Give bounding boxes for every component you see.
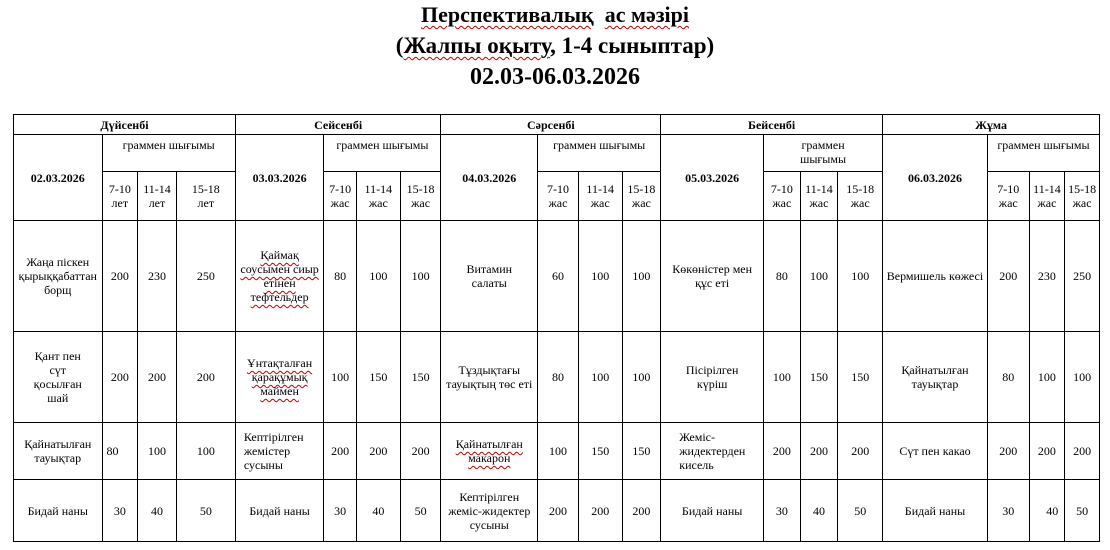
age-col: 7-10 жас	[538, 172, 579, 221]
portion-cell: 50	[400, 480, 441, 542]
portion-cell: 100	[764, 332, 801, 423]
dish-text: Қаймақ соусымен сиыр етінен тефтельдер	[240, 248, 319, 304]
subtitle-grades: , 1-4 сыныптар)	[550, 33, 715, 58]
portion-cell: 40	[356, 480, 400, 542]
portion-cell: 100	[578, 221, 622, 332]
age-col: 11-14 жас	[578, 172, 622, 221]
portion-cell: 100	[356, 221, 400, 332]
portion-cell: 100	[578, 332, 622, 423]
day-header-friday: Жұма	[883, 115, 1100, 135]
dish-cell: Бидай наны	[661, 480, 764, 542]
date-friday: 06.03.2026	[883, 135, 988, 221]
title-word-perspective: Перспективалық	[420, 2, 594, 27]
menu-date-range: 02.03-06.03.2026	[470, 64, 640, 90]
dish-text: Ұнтақталған қарақұмық маймен	[247, 356, 313, 398]
dish-cell: Қайнатылған тауықтар	[14, 423, 103, 480]
age-col: 15-18 жас	[1065, 172, 1100, 221]
age-col: 11-14 жас	[356, 172, 400, 221]
portion-cell: 100	[138, 423, 177, 480]
day-header-monday: Дүйсенбі	[14, 115, 236, 135]
portion-cell: 150	[578, 423, 622, 480]
menu-subtitle	[0, 32, 1110, 59]
portion-cell: 200	[176, 332, 235, 423]
table-row	[14, 332, 1100, 423]
portion-cell: 100	[1065, 332, 1100, 423]
table-row	[14, 423, 1100, 480]
age-col: 7-10 лет	[102, 172, 138, 221]
dish-cell	[235, 332, 324, 423]
portion-cell: 200	[1029, 423, 1065, 480]
portion-cell: 200	[102, 221, 138, 332]
grams-label-tuesday: граммен шығымы	[324, 135, 441, 172]
date-wednesday: 04.03.2026	[441, 135, 538, 221]
portion-cell: 40	[1029, 480, 1065, 542]
portion-cell: 80	[102, 423, 138, 480]
dish-cell: Қайнатылған тауықтар	[883, 332, 988, 423]
menu-title	[0, 2, 1110, 28]
dish-cell: Көкөністер мен құс еті	[661, 221, 764, 332]
portion-cell: 200	[764, 423, 801, 480]
dish-cell	[441, 423, 538, 480]
age-col: 15-18 жас	[400, 172, 441, 221]
portion-cell: 200	[356, 423, 400, 480]
portion-cell: 230	[1029, 221, 1065, 332]
date-tuesday: 03.03.2026	[235, 135, 324, 221]
portion-cell: 50	[1065, 480, 1100, 542]
portion-cell: 30	[987, 480, 1029, 542]
portion-cell: 80	[764, 221, 801, 332]
dish-cell: Кептірілген жемістер сусыны	[235, 423, 324, 480]
age-col: 11-14 жас	[1029, 172, 1065, 221]
portion-cell: 200	[102, 332, 138, 423]
age-col: 7-10 жас	[324, 172, 357, 221]
portion-cell: 40	[800, 480, 838, 542]
dish-cell: Вермишель көжесі	[883, 221, 988, 332]
portion-cell: 100	[838, 221, 883, 332]
table-row	[14, 480, 1100, 542]
grams-header-row	[14, 135, 1100, 172]
age-col: 11-14 жас	[800, 172, 838, 221]
portion-cell: 50	[176, 480, 235, 542]
grams-label-monday: граммен шығымы	[102, 135, 235, 172]
age-col: 11-14 лет	[138, 172, 177, 221]
portion-cell: 100	[622, 221, 661, 332]
day-header-thursday: Бейсенбі	[661, 115, 883, 135]
portion-cell: 30	[764, 480, 801, 542]
table-row	[14, 221, 1100, 332]
dish-cell: Қант пен сүт қосылған шай	[14, 332, 103, 423]
portion-cell: 30	[324, 480, 357, 542]
portion-cell: 230	[138, 221, 177, 332]
portion-cell: 60	[538, 221, 579, 332]
portion-cell: 100	[324, 332, 357, 423]
portion-cell: 100	[176, 423, 235, 480]
portion-cell: 150	[838, 332, 883, 423]
portion-cell: 200	[1065, 423, 1100, 480]
portion-cell: 100	[538, 423, 579, 480]
portion-cell: 200	[400, 423, 441, 480]
portion-cell: 200	[324, 423, 357, 480]
portion-cell: 200	[800, 423, 838, 480]
portion-cell: 30	[102, 480, 138, 542]
subtitle-open-paren: (	[395, 33, 404, 58]
dish-text: Қайнатылған макарон	[455, 437, 523, 465]
portion-cell: 80	[987, 332, 1029, 423]
portion-cell: 80	[324, 221, 357, 332]
dish-cell: Сүт пен какао	[883, 423, 988, 480]
grams-label-wednesday: граммен шығымы	[538, 135, 661, 172]
grams-label-thursday: граммен шығымы	[764, 135, 883, 172]
dish-cell	[235, 221, 324, 332]
age-col: 7-10 жас	[764, 172, 801, 221]
portion-cell: 250	[1065, 221, 1100, 332]
portion-cell: 200	[838, 423, 883, 480]
dish-cell: Бидай наны	[883, 480, 988, 542]
subtitle-general-education: Жалпы оқыту	[403, 33, 551, 58]
dish-cell: Жаңа піскен қырыққабаттан борщ	[14, 221, 103, 332]
day-header-wednesday: Сәрсенбі	[441, 115, 661, 135]
portion-cell: 150	[622, 423, 661, 480]
date-monday: 02.03.2026	[14, 135, 103, 221]
portion-cell: 200	[987, 423, 1029, 480]
dish-cell: Тұздықтағы тауықтың төс еті	[441, 332, 538, 423]
portion-cell: 150	[800, 332, 838, 423]
dish-cell: Витамин салаты	[441, 221, 538, 332]
portion-cell: 100	[400, 221, 441, 332]
age-col: 15-18 жас	[622, 172, 661, 221]
dish-cell: Жеміс-жидектерден кисель	[661, 423, 764, 480]
portion-cell: 100	[800, 221, 838, 332]
day-header-tuesday: Сейсенбі	[235, 115, 441, 135]
menu-table	[13, 114, 1100, 542]
portion-cell: 200	[578, 480, 622, 542]
portion-cell: 40	[138, 480, 177, 542]
portion-cell: 200	[138, 332, 177, 423]
title-word-menu: ас мәзірі	[604, 2, 690, 27]
portion-cell: 150	[400, 332, 441, 423]
portion-cell: 200	[538, 480, 579, 542]
dish-cell: Бидай наны	[235, 480, 324, 542]
portion-cell: 100	[1029, 332, 1065, 423]
portion-cell: 50	[838, 480, 883, 542]
portion-cell: 200	[622, 480, 661, 542]
age-col: 7-10 жас	[987, 172, 1029, 221]
day-header-row	[14, 115, 1100, 135]
dish-cell: Кептірілген жеміс-жидектер сусыны	[441, 480, 538, 542]
age-col: 15-18 лет	[176, 172, 235, 221]
portion-cell: 100	[622, 332, 661, 423]
grams-label-friday: граммен шығымы	[987, 135, 1099, 172]
date-thursday: 05.03.2026	[661, 135, 764, 221]
age-col: 15-18 жас	[838, 172, 883, 221]
portion-cell: 80	[538, 332, 579, 423]
portion-cell: 150	[356, 332, 400, 423]
portion-cell: 200	[987, 221, 1029, 332]
dish-cell: Пісірілген күріш	[661, 332, 764, 423]
portion-cell: 250	[176, 221, 235, 332]
dish-cell: Бидай наны	[14, 480, 103, 542]
